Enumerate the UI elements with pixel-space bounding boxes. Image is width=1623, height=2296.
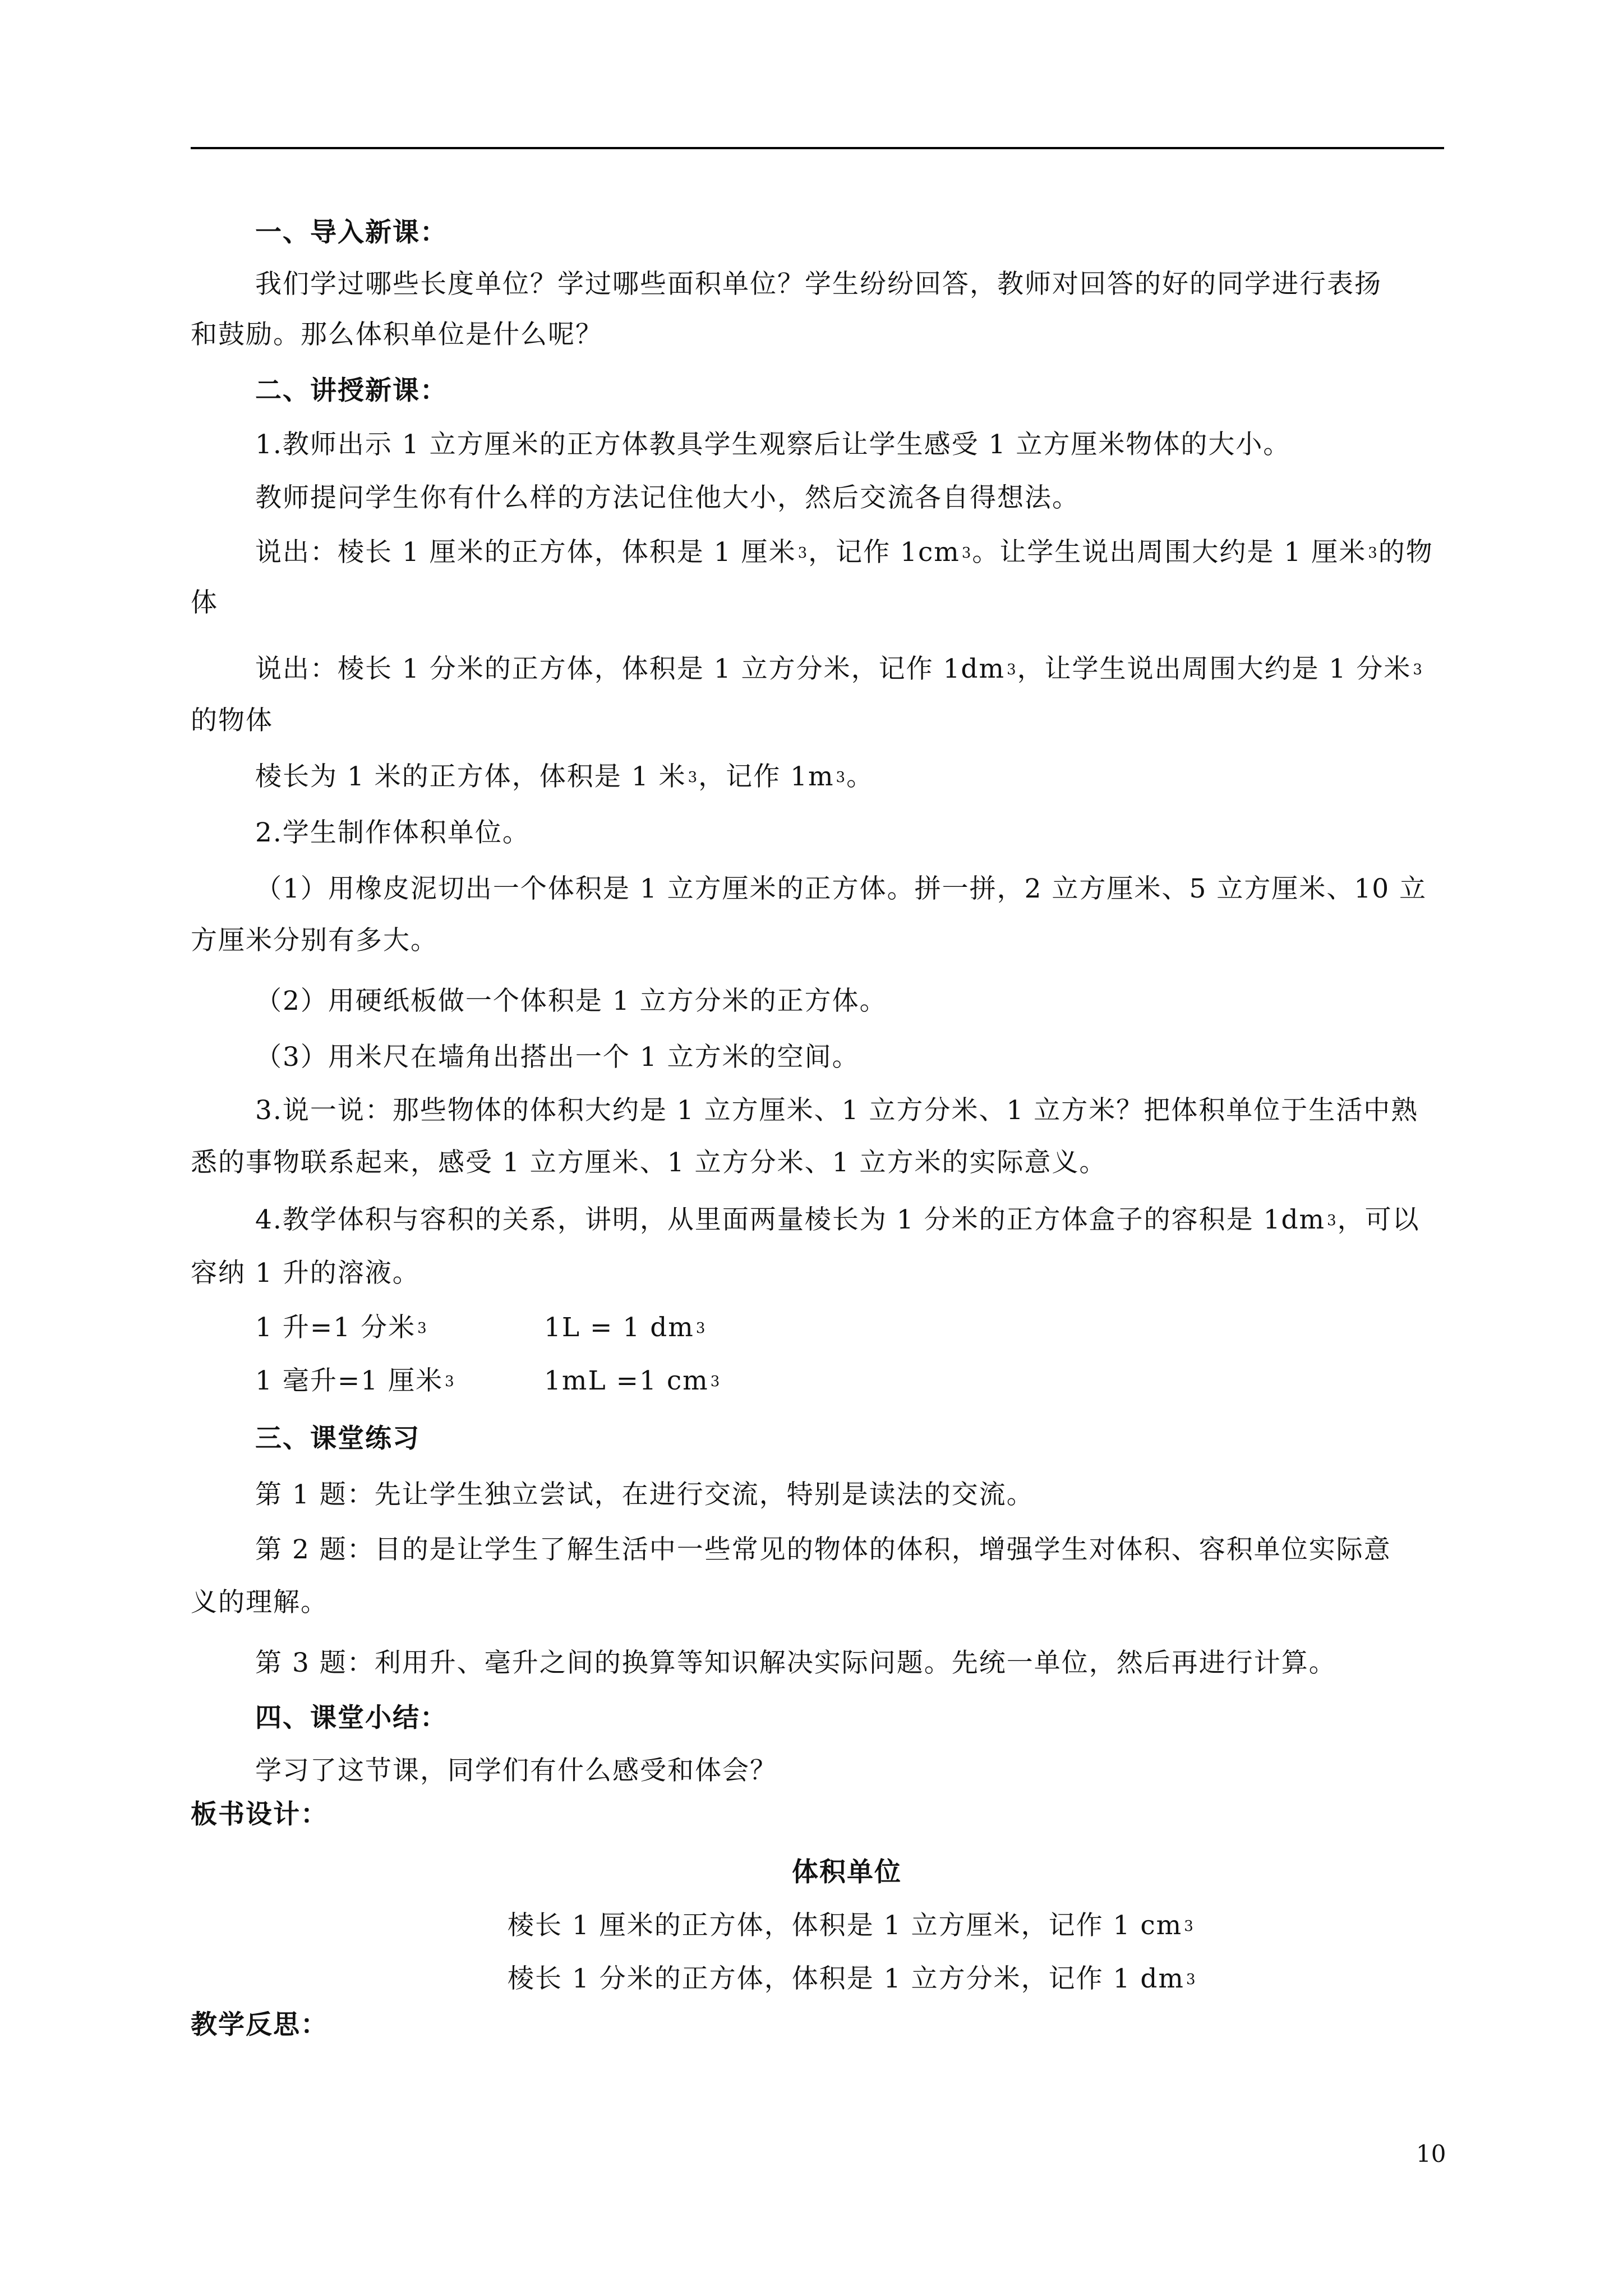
practice-q1: 第 1 题：先让学生独立尝试，在进行交流，特别是读法的交流。 xyxy=(255,1479,1034,1510)
intro-paragraph-line-1: 我们学过哪些长度单位？学过哪些面积单位？学生纷纷回答，教师对回答的好的同学进行表扬 xyxy=(255,269,1382,300)
lesson-item-3-line-2: 悉的事物联系起来，感受 1 立方厘米、1 立方分米、1 立方米的实际意义。 xyxy=(191,1147,1107,1178)
summary-text: 学习了这节课，同学们有什么感受和体会？ xyxy=(255,1755,777,1786)
board-line-1: 棱长 1 厘米的正方体，体积是 1 立方厘米，记作 1 cm $^3$ xyxy=(508,1910,1195,1941)
page-number: 10 xyxy=(1416,2140,1446,2168)
equation-liter-left: 1 升=1 分米 $^3$ xyxy=(255,1312,428,1343)
lesson-ask: 教师提问学生你有什么样的方法记住他大小，然后交流各自得想法。 xyxy=(255,482,1080,513)
say-m-line: 棱长为 1 米的正方体，体积是 1 米 $^3$，记作 1m $^3$。 xyxy=(255,761,874,792)
equation-liter-right: 1L = 1 dm $^3$ xyxy=(544,1312,707,1343)
practice-q2-line-1: 第 2 题：目的是让学生了解生活中一些常见的物体的体积，增强学生对体积、容积单位实际意 xyxy=(255,1534,1391,1565)
equation-ml-left: 1 毫升=1 厘米 $^3$ xyxy=(255,1365,455,1396)
equation-ml-right: 1mL =1 cm $^3$ xyxy=(544,1365,721,1396)
lesson-sub-2: （2）用硬纸板做一个体积是 1 立方分米的正方体。 xyxy=(255,986,887,1016)
practice-q2-line-2: 义的理解。 xyxy=(191,1587,328,1618)
practice-q3: 第 3 题：利用升、毫升之间的换算等知识解决实际问题。先统一单位，然后再进行计算。 xyxy=(255,1648,1336,1678)
say-cm-line-2: 体 xyxy=(191,587,218,618)
say-cm-line-1: 说出：棱长 1 厘米的正方体，体积是 1 厘米 $^3$，记作 1cm $^3$。让学生说出周围大约是 1 厘米 $^3$的物 xyxy=(255,537,1433,568)
board-label: 板书设计： xyxy=(191,1799,328,1830)
section-heading-2: 二、讲授新课： xyxy=(255,375,448,406)
lesson-item-3-line-1: 3.说一说：那些物体的体积大约是 1 立方厘米、1 立方分米、1 立方米？把体积单位于生活中熟 xyxy=(255,1095,1419,1126)
lesson-sub-3: （3）用米尺在墙角出搭出一个 1 立方米的空间。 xyxy=(255,1042,860,1073)
lesson-item-1: 1.教师出示 1 立方厘米的正方体教具学生观察后让学生感受 1 立方厘米物体的大小。 xyxy=(255,429,1291,460)
intro-paragraph-line-2: 和鼓励。那么体积单位是什么呢？ xyxy=(191,319,603,350)
section-heading-1: 一、导入新课： xyxy=(255,217,448,248)
section-heading-3: 三、课堂练习 xyxy=(255,1423,420,1454)
section-heading-4: 四、课堂小结： xyxy=(255,1703,448,1733)
lesson-item-4-line-1: 4.教学体积与容积的关系，讲明，从里面两量棱长为 1 分米的正方体盒子的容积是 1dm $^3$，可以 xyxy=(255,1204,1420,1235)
say-dm-line-1: 说出：棱长 1 分米的正方体，体积是 1 立方分米，记作 1dm $^3$，让学生说出周围大约是 1 分米 $^3$ xyxy=(255,654,1423,684)
lesson-sub-1-line-2: 方厘米分别有多大。 xyxy=(191,925,438,956)
lesson-item-4-line-2: 容纳 1 升的溶液。 xyxy=(191,1258,420,1289)
lesson-item-2: 2.学生制作体积单位。 xyxy=(255,817,530,848)
board-line-2: 棱长 1 分米的正方体，体积是 1 立方分米，记作 1 dm $^3$ xyxy=(508,1963,1197,1994)
say-dm-line-2: 的物体 xyxy=(191,705,273,736)
reflection-label: 教学反思： xyxy=(191,2009,328,2040)
lesson-sub-1-line-1: （1）用橡皮泥切出一个体积是 1 立方厘米的正方体。拼一拼，2 立方厘米、5 立方厘米、10 立 xyxy=(255,873,1427,904)
header-rule xyxy=(191,147,1444,149)
board-title: 体积单位 xyxy=(792,1857,902,1888)
